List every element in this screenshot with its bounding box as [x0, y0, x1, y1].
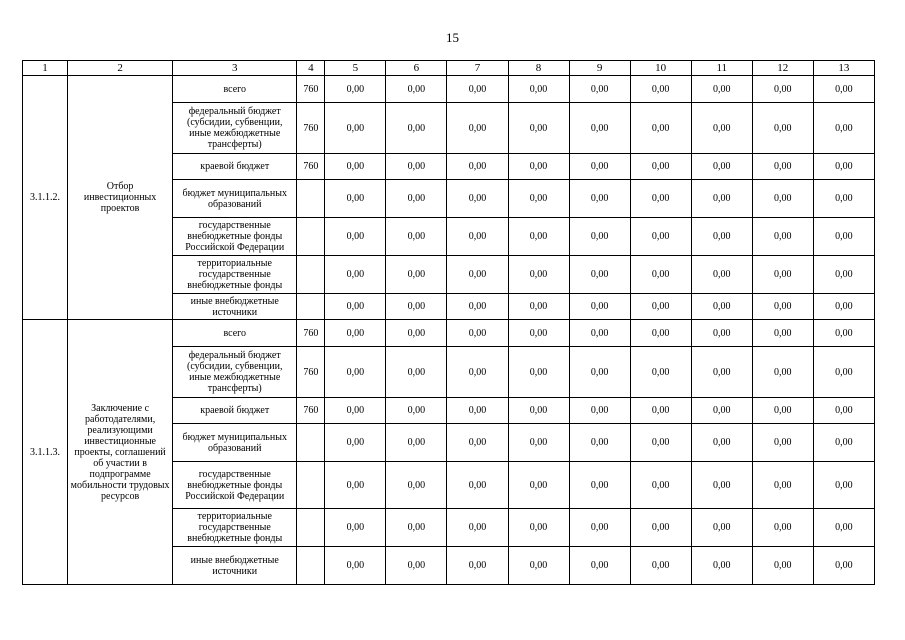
value-cell: 0,00 — [325, 294, 386, 320]
value-cell: 0,00 — [691, 154, 752, 180]
value-cell: 0,00 — [569, 462, 630, 509]
value-cell: 0,00 — [691, 398, 752, 424]
funding-source: всего — [173, 320, 297, 347]
value-cell: 0,00 — [630, 462, 691, 509]
value-cell: 0,00 — [752, 462, 813, 509]
value-cell: 0,00 — [386, 509, 447, 547]
value-cell: 0,00 — [508, 462, 569, 509]
value-cell: 0,00 — [691, 76, 752, 103]
funding-source: бюджет муниципальных образований — [173, 180, 297, 218]
value-cell: 0,00 — [447, 424, 508, 462]
value-cell: 0,00 — [386, 180, 447, 218]
funding-source: иные внебюджетные источники — [173, 294, 297, 320]
value-cell: 0,00 — [325, 509, 386, 547]
value-cell: 0,00 — [386, 103, 447, 154]
header-cell: 10 — [630, 61, 691, 76]
budget-code — [297, 256, 325, 294]
value-cell: 0,00 — [447, 256, 508, 294]
item-number: 3.1.1.3. — [23, 320, 68, 585]
budget-code — [297, 462, 325, 509]
value-cell: 0,00 — [691, 294, 752, 320]
funding-source: территориальные государственные внебюджетные фонды — [173, 509, 297, 547]
value-cell: 0,00 — [569, 547, 630, 585]
value-cell: 0,00 — [325, 256, 386, 294]
value-cell: 0,00 — [569, 154, 630, 180]
value-cell: 0,00 — [569, 347, 630, 398]
value-cell: 0,00 — [386, 424, 447, 462]
page-number: 15 — [446, 30, 459, 45]
value-cell: 0,00 — [325, 154, 386, 180]
value-cell: 0,00 — [630, 547, 691, 585]
header-row — [23, 61, 875, 76]
value-cell: 0,00 — [386, 320, 447, 347]
budget-code: 760 — [297, 347, 325, 398]
funding-source: территориальные государственные внебюджетные фонды — [173, 256, 297, 294]
budget-code — [297, 424, 325, 462]
header-cell: 6 — [386, 61, 447, 76]
value-cell: 0,00 — [447, 180, 508, 218]
value-cell: 0,00 — [813, 180, 874, 218]
value-cell: 0,00 — [752, 398, 813, 424]
budget-code — [297, 294, 325, 320]
value-cell: 0,00 — [630, 103, 691, 154]
value-cell: 0,00 — [569, 398, 630, 424]
table-body — [23, 61, 875, 585]
value-cell: 0,00 — [325, 180, 386, 218]
value-cell: 0,00 — [813, 76, 874, 103]
funding-source: федеральный бюджет (субсидии, субвенции, иные межбюджетные трансферты) — [173, 347, 297, 398]
budget-code — [297, 547, 325, 585]
value-cell: 0,00 — [569, 76, 630, 103]
value-cell: 0,00 — [386, 547, 447, 585]
header-cell: 7 — [447, 61, 508, 76]
value-cell: 0,00 — [813, 154, 874, 180]
budget-table — [22, 60, 875, 585]
value-cell: 0,00 — [752, 256, 813, 294]
value-cell: 0,00 — [508, 218, 569, 256]
value-cell: 0,00 — [691, 424, 752, 462]
budget-code: 760 — [297, 320, 325, 347]
value-cell: 0,00 — [508, 103, 569, 154]
value-cell: 0,00 — [508, 347, 569, 398]
budget-code: 760 — [297, 76, 325, 103]
value-cell: 0,00 — [508, 398, 569, 424]
value-cell: 0,00 — [691, 462, 752, 509]
header-cell: 3 — [173, 61, 297, 76]
value-cell: 0,00 — [752, 547, 813, 585]
table-row — [23, 76, 875, 103]
value-cell: 0,00 — [325, 76, 386, 103]
value-cell: 0,00 — [325, 547, 386, 585]
value-cell: 0,00 — [630, 509, 691, 547]
value-cell: 0,00 — [508, 547, 569, 585]
item-name: Отбор инвестиционных проектов — [68, 76, 173, 320]
value-cell: 0,00 — [691, 509, 752, 547]
value-cell: 0,00 — [447, 320, 508, 347]
value-cell: 0,00 — [325, 398, 386, 424]
value-cell: 0,00 — [386, 347, 447, 398]
value-cell: 0,00 — [569, 424, 630, 462]
value-cell: 0,00 — [813, 320, 874, 347]
funding-source: бюджет муниципальных образований — [173, 424, 297, 462]
value-cell: 0,00 — [569, 294, 630, 320]
value-cell: 0,00 — [630, 76, 691, 103]
value-cell: 0,00 — [691, 180, 752, 218]
table-row — [23, 320, 875, 347]
value-cell: 0,00 — [447, 103, 508, 154]
value-cell: 0,00 — [508, 76, 569, 103]
value-cell: 0,00 — [813, 462, 874, 509]
value-cell: 0,00 — [386, 218, 447, 256]
value-cell: 0,00 — [630, 256, 691, 294]
header-cell: 11 — [691, 61, 752, 76]
value-cell: 0,00 — [691, 103, 752, 154]
header-cell: 5 — [325, 61, 386, 76]
value-cell: 0,00 — [752, 218, 813, 256]
value-cell: 0,00 — [813, 547, 874, 585]
value-cell: 0,00 — [630, 294, 691, 320]
value-cell: 0,00 — [325, 462, 386, 509]
budget-code — [297, 218, 325, 256]
value-cell: 0,00 — [447, 547, 508, 585]
header-cell: 12 — [752, 61, 813, 76]
value-cell: 0,00 — [447, 154, 508, 180]
value-cell: 0,00 — [447, 294, 508, 320]
budget-code: 760 — [297, 103, 325, 154]
value-cell: 0,00 — [447, 398, 508, 424]
item-name: Заключение с работодателями, реализующими инвестиционные проекты, соглашений об участии в подпрограмме мобильности трудовых ресурсов — [68, 320, 173, 585]
value-cell: 0,00 — [813, 103, 874, 154]
value-cell: 0,00 — [630, 424, 691, 462]
funding-source: краевой бюджет — [173, 154, 297, 180]
value-cell: 0,00 — [569, 218, 630, 256]
budget-code: 760 — [297, 154, 325, 180]
value-cell: 0,00 — [386, 76, 447, 103]
header-cell: 4 — [297, 61, 325, 76]
header-cell: 2 — [68, 61, 173, 76]
value-cell: 0,00 — [630, 398, 691, 424]
value-cell: 0,00 — [813, 424, 874, 462]
value-cell: 0,00 — [569, 320, 630, 347]
value-cell: 0,00 — [630, 154, 691, 180]
value-cell: 0,00 — [569, 509, 630, 547]
budget-code — [297, 509, 325, 547]
value-cell: 0,00 — [691, 347, 752, 398]
value-cell: 0,00 — [325, 424, 386, 462]
value-cell: 0,00 — [447, 509, 508, 547]
value-cell: 0,00 — [630, 347, 691, 398]
value-cell: 0,00 — [508, 509, 569, 547]
budget-code: 760 — [297, 398, 325, 424]
funding-source: государственные внебюджетные фонды Российской Федерации — [173, 218, 297, 256]
value-cell: 0,00 — [630, 320, 691, 347]
value-cell: 0,00 — [386, 398, 447, 424]
value-cell: 0,00 — [630, 218, 691, 256]
value-cell: 0,00 — [508, 256, 569, 294]
header-cell: 8 — [508, 61, 569, 76]
value-cell: 0,00 — [752, 347, 813, 398]
value-cell: 0,00 — [325, 218, 386, 256]
value-cell: 0,00 — [325, 103, 386, 154]
value-cell: 0,00 — [447, 218, 508, 256]
funding-source: краевой бюджет — [173, 398, 297, 424]
value-cell: 0,00 — [386, 256, 447, 294]
value-cell: 0,00 — [630, 180, 691, 218]
value-cell: 0,00 — [447, 462, 508, 509]
value-cell: 0,00 — [569, 256, 630, 294]
value-cell: 0,00 — [813, 256, 874, 294]
item-number: 3.1.1.2. — [23, 76, 68, 320]
funding-source: иные внебюджетные источники — [173, 547, 297, 585]
funding-source: государственные внебюджетные фонды Российской Федерации — [173, 462, 297, 509]
value-cell: 0,00 — [325, 347, 386, 398]
value-cell: 0,00 — [813, 218, 874, 256]
value-cell: 0,00 — [447, 347, 508, 398]
value-cell: 0,00 — [508, 424, 569, 462]
value-cell: 0,00 — [813, 509, 874, 547]
value-cell: 0,00 — [508, 180, 569, 218]
value-cell: 0,00 — [752, 103, 813, 154]
value-cell: 0,00 — [508, 154, 569, 180]
value-cell: 0,00 — [691, 256, 752, 294]
value-cell: 0,00 — [569, 180, 630, 218]
value-cell: 0,00 — [752, 76, 813, 103]
value-cell: 0,00 — [386, 462, 447, 509]
funding-source: всего — [173, 76, 297, 103]
value-cell: 0,00 — [752, 509, 813, 547]
value-cell: 0,00 — [447, 76, 508, 103]
header-cell: 13 — [813, 61, 874, 76]
value-cell: 0,00 — [752, 320, 813, 347]
value-cell: 0,00 — [691, 547, 752, 585]
header-cell: 9 — [569, 61, 630, 76]
value-cell: 0,00 — [569, 103, 630, 154]
value-cell: 0,00 — [691, 320, 752, 347]
value-cell: 0,00 — [813, 294, 874, 320]
funding-source: федеральный бюджет (субсидии, субвенции, иные межбюджетные трансферты) — [173, 103, 297, 154]
value-cell: 0,00 — [752, 154, 813, 180]
value-cell: 0,00 — [386, 294, 447, 320]
value-cell: 0,00 — [691, 218, 752, 256]
budget-code — [297, 180, 325, 218]
value-cell: 0,00 — [752, 424, 813, 462]
value-cell: 0,00 — [508, 320, 569, 347]
value-cell: 0,00 — [752, 180, 813, 218]
value-cell: 0,00 — [508, 294, 569, 320]
value-cell: 0,00 — [325, 320, 386, 347]
value-cell: 0,00 — [813, 347, 874, 398]
value-cell: 0,00 — [386, 154, 447, 180]
value-cell: 0,00 — [813, 398, 874, 424]
header-cell: 1 — [23, 61, 68, 76]
value-cell: 0,00 — [752, 294, 813, 320]
